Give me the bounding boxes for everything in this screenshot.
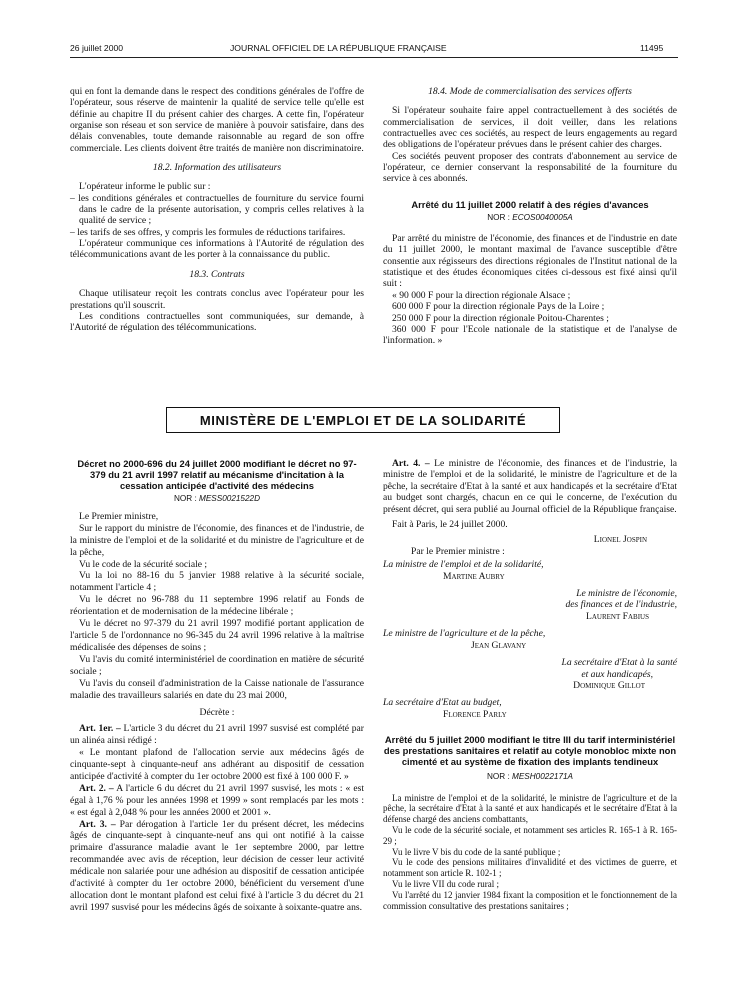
article-text: A l'article 6 du décret du 21 avril 1997 susvisé, les mots : « est égal à 1,76 % pour les années 1998 et 1999 » sont remplacés par les mots : « est égal à 2,048 % pour les années 2000 et 2001 ».	[70, 782, 364, 818]
top-left-column	[70, 86, 364, 334]
section-heading: 18.3. Contrats	[189, 268, 245, 280]
article	[70, 723, 364, 747]
arrete-title: Arrêté du 5 juillet 2000 modifiant le titre III du tarif interministériel des prestations sanitaires et relatif au cotyle monobloc mixte non cimenté et au système de fixation des implants tendineux	[383, 734, 677, 768]
list-item: – les tarifs de ses offres, y compris les formules de réductions tarifaires.	[70, 226, 346, 238]
nor-label: NOR :	[486, 772, 510, 782]
list-item: 360 000 F pour l'Ecole nationale de la statistique et de l'analyse de l'information. »	[383, 323, 677, 347]
top-right-column	[383, 86, 677, 347]
signatory-role: des finances et de l'industrie,	[565, 599, 677, 611]
arrete-title: Arrêté du 11 juillet 2000 relatif à des régies d'avances	[411, 198, 649, 210]
list-item: « 90 000 F pour la direction régionale Alsace ;	[392, 289, 571, 301]
nor-label: NOR :	[173, 494, 197, 503]
paragraph: Vu le code de la sécurité sociale, et notamment ses articles R. 165-1 à R. 165-29 ;	[383, 824, 677, 846]
decret-column	[70, 458, 364, 914]
nor-reference	[383, 771, 677, 782]
signatory-role: La secrétaire d'Etat à la santé	[561, 657, 677, 669]
signatory-name: Lionel Jospin	[593, 534, 647, 546]
paragraph: Vu l'arrêté du 12 janvier 1984 fixant la composition et le fonctionnement de la commission consultative des prestations sanitaires ;	[383, 889, 677, 911]
article-label: Art. 4. –	[392, 458, 430, 469]
signature-date: Fait à Paris, le 24 juillet 2000.	[392, 519, 508, 531]
signatory-role: La secrétaire d'Etat au budget,	[383, 697, 502, 709]
paragraph: Chaque utilisateur reçoit les contrats conclus avec l'opérateur pour les prestations qu'il souscrit.	[70, 288, 364, 311]
nor-code: ECOS0040005A	[512, 212, 573, 222]
article-label: Art. 3. –	[79, 818, 116, 830]
article	[70, 819, 364, 914]
signatory-name: Jean Glavany	[471, 639, 527, 651]
paragraph: Vu l'avis du comité interministériel de coordination en matière de sécurité sociale ;	[70, 653, 364, 677]
article-quote: « Le montant plafond de l'allocation servie aux médecins âgés de cinquante-sept à cinquante-neuf ans adhérant au dispositif de cessation anticipée d'activité à compter du 1er octobre 2000 est fixé à 100 000 F. »	[70, 747, 364, 782]
signature-intro: Par le Premier ministre :	[411, 545, 505, 557]
nor-reference	[70, 493, 364, 505]
article	[383, 458, 677, 515]
signatory-role: Le ministre de l'économie,	[576, 588, 677, 600]
article-text: Par dérogation à l'article 1er du présent décret, les médecins âgés de cinquante-sept à cinquante-neuf ans qui ont notifié à la caisse primaire d'assurance maladie avant le 1er septembre 2000, par lettre recommandée avec avis de réception, leur décision de cesser leur activité médicale non salariée pour une adhésion au dispositif de cessation anticipée d'activité à compter du 1er octobre 2000, bénéficient du versement d'une allocation dont le montant plafond est celui fixé à l'article 3 du décret du 21 avril 1997 susvisé pour les médecins âgés de soixante à soixante-quatre ans.	[70, 818, 364, 913]
nor-code: MESS0021522D	[199, 494, 261, 503]
signatory-name: Martine Aubry	[443, 570, 505, 582]
paragraph: Vu le code de la sécurité sociale ;	[79, 558, 208, 570]
nor-label: NOR :	[487, 212, 510, 222]
article-text: L'article 3 du décret du 21 avril 1997 susvisé est complété par un alinéa ainsi rédigé :	[70, 723, 364, 747]
nor-reference	[383, 212, 677, 223]
paragraph: Vu le code des pensions militaires d'invalidité et des victimes de guerre, et notamment son article R. 102-1 ;	[383, 857, 677, 879]
paragraph: L'opérateur communique ces informations à l'Autorité de régulation des télécommunications avant de les porter à la connaissance du public.	[70, 238, 364, 261]
paragraph: Vu le décret no 97-379 du 21 avril 1997 modifié portant application de l'article 5 de l'ordonnance no 96-345 du 24 avril 1996 relative à la maîtrise médicalisée des dépenses de soins ;	[70, 618, 364, 653]
section-heading: 18.4. Mode de commercialisation des services offerts	[428, 86, 632, 97]
paragraph: Vu le livre V bis du code de la santé publique ;	[392, 846, 561, 857]
list-item: 600 000 F pour la direction régionale Pays de la Loire ;	[392, 301, 605, 313]
article-label: Art. 1er. –	[79, 723, 121, 735]
article	[70, 783, 364, 819]
article-label: Art. 2. –	[79, 782, 114, 794]
section-heading: 18.2. Information des utilisateurs	[152, 162, 282, 174]
signatory-role: La ministre de l'emploi et de la solidarité,	[383, 559, 544, 571]
paragraph: Ces sociétés peuvent proposer des contrats d'abonnement au service de l'opérateur, ce dernier conservant la responsabilité de la fourniture du service à ces abonnés.	[383, 150, 677, 185]
paragraph: Les conditions contractuelles sont communiquées, sur demande, à l'Autorité de régulation des télécommunications.	[70, 310, 364, 334]
right-lower-column	[383, 458, 677, 911]
paragraph: L'opérateur informe le public sur :	[79, 181, 211, 193]
list-item: – les conditions générales et contractuelles de fourniture du service fourni dans le cadre de la présente autorisation, y compris celles relatives à la qualité de service ;	[70, 192, 364, 227]
paragraph: Vu l'avis du conseil d'administration de la Caisse nationale de l'assurance maladie des travailleurs salariés en date du 23 mai 2000,	[70, 677, 364, 701]
paragraph: Vu la loi no 88-16 du 5 janvier 1988 relative à la sécurité sociale, notamment l'article 4 ;	[70, 570, 364, 594]
signatory-name: Florence Parly	[443, 708, 507, 720]
header-page-number: 11495	[640, 43, 664, 53]
header-date: 26 juillet 2000	[70, 43, 124, 53]
nor-code: MESH0022171A	[512, 772, 574, 782]
paragraph: Par arrêté du ministre de l'économie, des finances et de l'industrie en date du 11 juillet 2000, le montant maximal de l'avance susceptible d'être consentie aux régisseurs des directions régionales de l'Institut national de la statistique et des études économiques citées ci-dessous est fixé ainsi qu'il suit :	[383, 233, 677, 290]
signatory-role: Le ministre de l'agriculture et de la pêche,	[383, 628, 546, 640]
paragraph: Sur le rapport du ministre de l'économie, des finances et de l'industrie, de la ministre de l'emploi et de la solidarité et du ministre de l'agriculture et de la pêche,	[70, 522, 364, 558]
paragraph: qui en font la demande dans le respect des conditions générales de l'offre de l'opérateur, sous réserve de maintenir la qualité de service telle qu'elle est définie au chapitre II du présent cahier des charges. A cette fin, l'opérateur organise son réseau et son service de manière à pouvoir satisfaire, dans des délais convenables, toute demande raisonnable au regard de son offre commerciale. Les clients doivent être traités de manière non discriminatoire.	[70, 86, 364, 154]
signatory-name: Laurent Fabius	[586, 610, 649, 622]
paragraph: Vu le décret no 96-788 du 11 septembre 1996 relatif au Fonds de réorientation et de modernisation de la médecine libérale ;	[70, 594, 364, 618]
ministry-banner: MINISTÈRE DE L'EMPLOI ET DE LA SOLIDARITÉ	[166, 407, 560, 433]
decrete-heading: Décrète :	[199, 707, 235, 719]
list-item: 250 000 F pour la direction régionale Poitou-Charentes ;	[392, 312, 609, 324]
decret-title: Décret no 2000-696 du 24 juillet 2000 modifiant le décret no 97-379 du 21 avril 1997 relatif au mécanisme d'incitation à la cessation anticipée d'activité des médecins	[77, 458, 357, 491]
paragraph: Si l'opérateur souhaite faire appel contractuellement à des sociétés de commercialisation de services, il doit veiller, dans les relations contractuelles avec ces sociétés, au respect de leurs engagements au regard des obligations de l'opérateur prévues dans le présent cahier des charges.	[383, 105, 677, 151]
article-text: Le ministre de l'économie, des finances et de l'industrie, la ministre de l'emploi et de la solidarité, le ministre de l'agriculture et de la pêche, la secrétaire d'Etat à la santé et aux handicapés et la secrétaire d'Etat au budget sont chargés, chacun en ce qui le concerne, de l'exécution du présent décret, qui sera publié au Journal officiel de la République française.	[383, 458, 677, 515]
header-rule	[70, 57, 678, 58]
paragraph: Vu le livre VII du code rural ;	[392, 878, 500, 889]
signatory-name: Dominique Gillot	[573, 679, 645, 691]
signatory-role: et aux handicapés,	[581, 668, 653, 680]
paragraph: Le Premier ministre,	[79, 510, 159, 522]
paragraph: La ministre de l'emploi et de la solidarité, le ministre de l'agriculture et de la pêche, la secrétaire d'Etat à la santé et aux handicapés et le secrétaire d'Etat à la défense chargé des anciens combattants,	[383, 792, 677, 825]
header-journal-title: JOURNAL OFFICIEL DE LA RÉPUBLIQUE FRANÇAISE	[230, 43, 447, 53]
